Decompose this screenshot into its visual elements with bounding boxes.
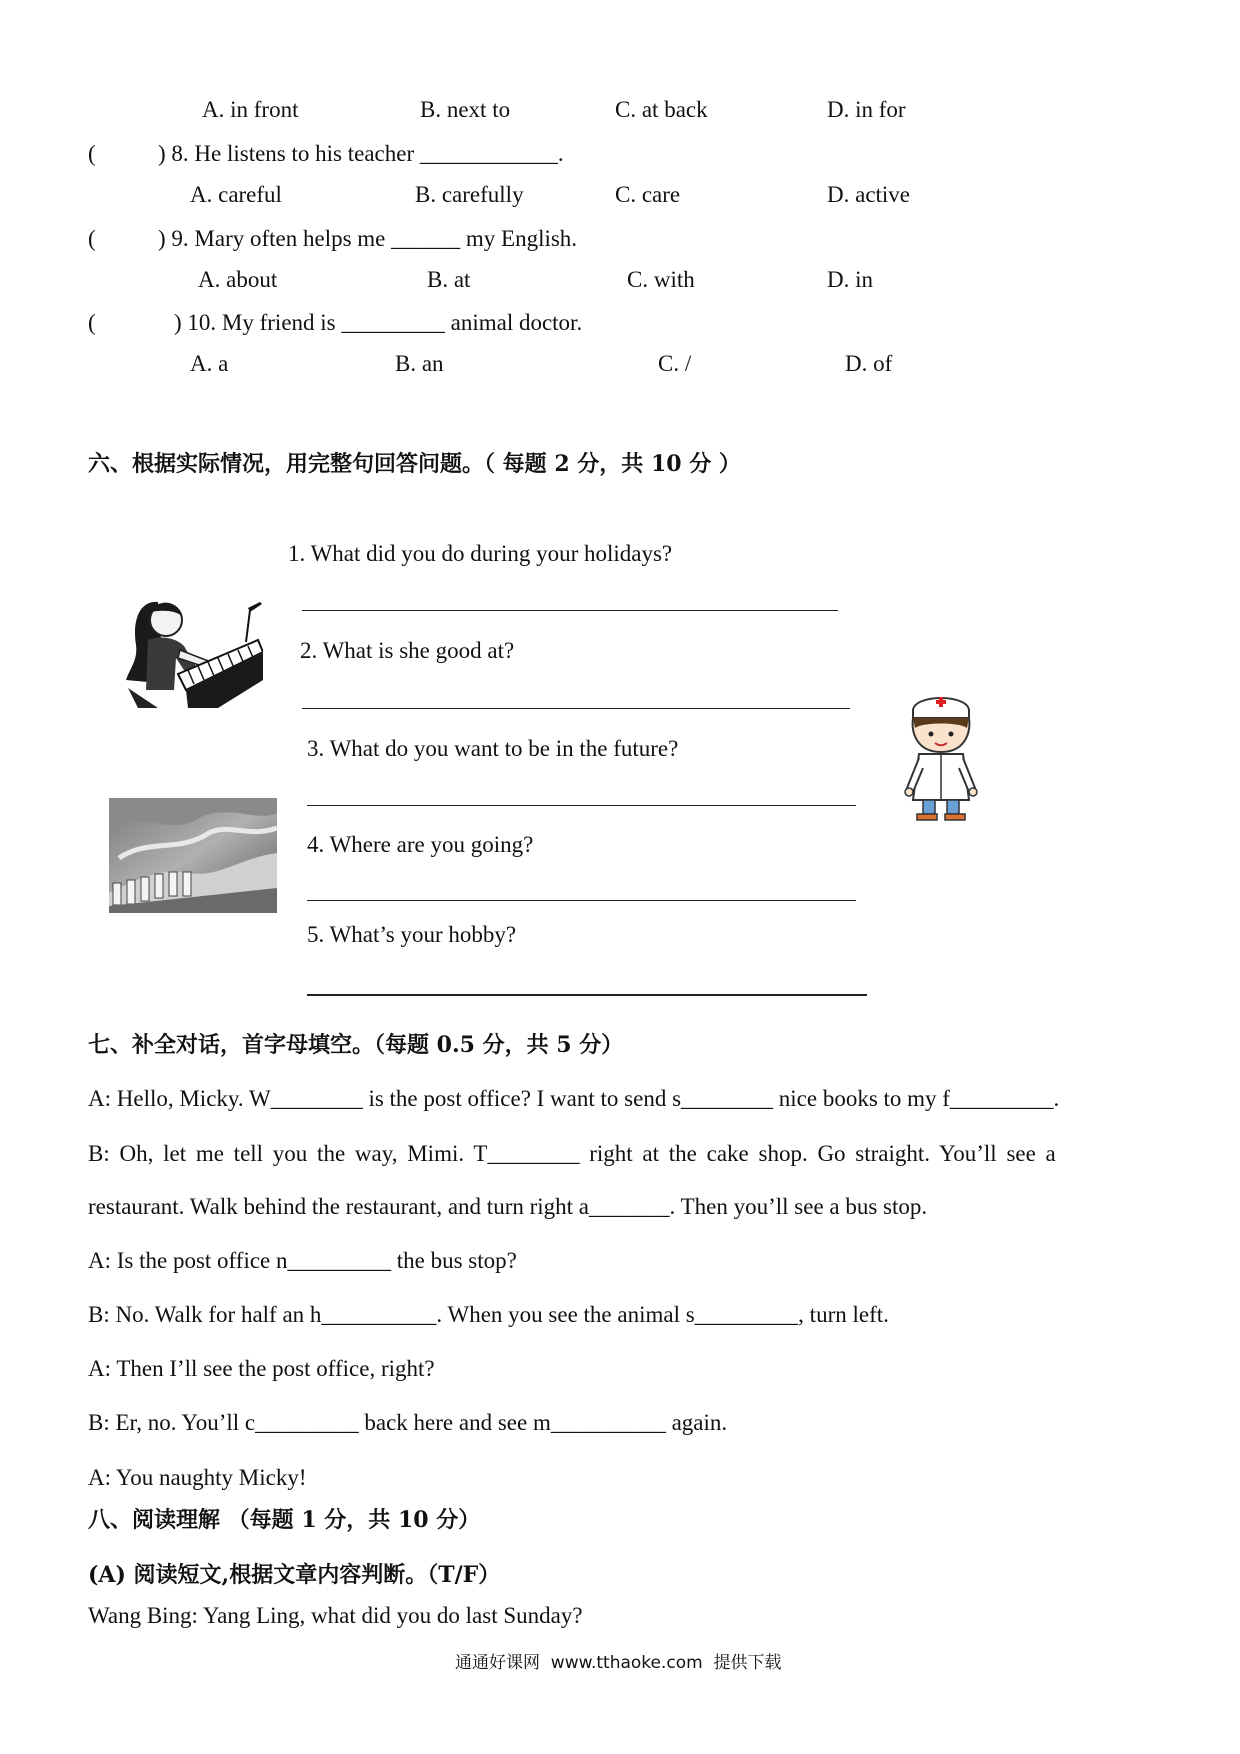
section8-heading: 八、阅读理解 （每题 1 分，共 10 分） <box>88 1507 481 1533</box>
s6-answer-line-5 <box>307 994 867 996</box>
great-wall-image <box>109 798 277 913</box>
q7-option-b: B. next to <box>420 97 511 122</box>
q10-option-a: A. a <box>190 351 229 376</box>
s7-dialog-line-2: B: Oh, let me tell you the way, Mimi. T________ right at the cake shop. Go straight. You’ll see a <box>88 1141 1056 1166</box>
q8-option-b: B. carefully <box>415 182 524 207</box>
s6-answer-line-1 <box>302 610 838 611</box>
s6-question-2: 2. What is she good at? <box>300 638 515 663</box>
s8-first-line: Wang Bing: Yang Ling, what did you do last Sunday? <box>88 1603 583 1628</box>
q10-option-b: B. an <box>395 351 444 376</box>
doctor-image <box>903 688 979 823</box>
piano-girl-image <box>118 590 263 708</box>
s6-question-3: 3. What do you want to be in the future? <box>307 736 679 761</box>
q7-option-c: C. at back <box>615 97 708 122</box>
s7-dialog-line-1: A: Hello, Micky. W________ is the post office? I want to send s________ nice books to my f_________. <box>88 1086 1060 1111</box>
q9-text: ) 9. Mary often helps me ______ my English. <box>158 226 578 251</box>
s6-question-4: 4. Where are you going? <box>307 832 534 857</box>
q9-option-c: C. with <box>627 267 695 292</box>
s6-question-5: 5. What’s your hobby? <box>307 922 517 947</box>
q7-option-d: D. in for <box>827 97 906 122</box>
q7-option-a: A. in front <box>202 97 299 122</box>
q9-paren: ( <box>88 226 96 251</box>
s7-dialog-line-4: A: Is the post office n_________ the bus stop? <box>88 1248 517 1273</box>
q9-option-d: D. in <box>827 267 873 292</box>
s7-dialog-line-6: A: Then I’ll see the post office, right? <box>88 1356 435 1381</box>
q9-option-b: B. at <box>427 267 471 292</box>
section8-sub-heading: (A) 阅读短文,根据文章内容判断。（T/F） <box>88 1562 501 1588</box>
section7-heading: 七、补全对话，首字母填空。（每题 0.5 分，共 5 分） <box>88 1032 624 1058</box>
s6-question-1: 1. What did you do during your holidays? <box>288 541 673 566</box>
s7-dialog-line-3: restaurant. Walk behind the restaurant, and turn right a_______. Then you’ll see a bus stop. <box>88 1194 928 1219</box>
s6-answer-line-4 <box>307 900 856 901</box>
page-footer: 通通好课网 www.tthaoke.com 提供下载 <box>455 1653 782 1673</box>
section6-heading: 六、根据实际情况，用完整句回答问题。（ 每题 2 分，共 10 分 ） <box>88 451 741 477</box>
q10-option-c: C. / <box>658 351 692 376</box>
q8-option-d: D. active <box>827 182 911 207</box>
q8-option-a: A. careful <box>190 182 282 207</box>
q10-option-d: D. of <box>845 351 893 376</box>
s6-answer-line-2 <box>302 708 850 709</box>
q10-text: ) 10. My friend is _________ animal doctor. <box>174 310 583 335</box>
s7-dialog-line-5: B: No. Walk for half an h__________. When you see the animal s_________, turn left. <box>88 1302 889 1327</box>
q8-text: ) 8. He listens to his teacher ____________. <box>158 141 564 166</box>
q8-option-c: C. care <box>615 182 681 207</box>
s7-dialog-line-7: B: Er, no. You’ll c_________ back here and see m__________ again. <box>88 1410 728 1435</box>
q8-paren: ( <box>88 141 96 166</box>
s7-dialog-line-8: A: You naughty Micky! <box>88 1465 307 1490</box>
q10-paren: ( <box>88 310 96 335</box>
s6-answer-line-3 <box>307 805 856 806</box>
q9-option-a: A. about <box>198 267 278 292</box>
